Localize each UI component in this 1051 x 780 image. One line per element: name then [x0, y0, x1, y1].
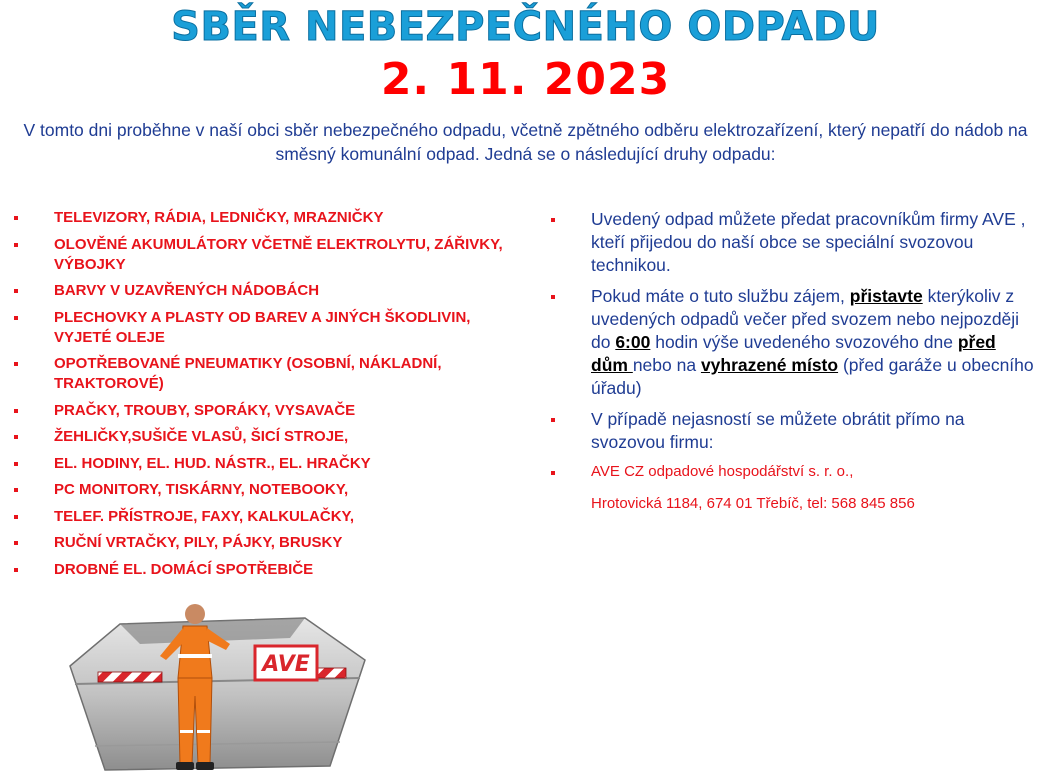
collection-date: 2. 11. 2023	[380, 54, 671, 105]
waste-item: PC MONITORY, TISKÁRNY, NOTEBOOKY,	[10, 480, 510, 500]
bullet-icon	[14, 568, 18, 572]
info-list	[545, 208, 1035, 522]
info-item-handover: Uvedený odpad můžete předat pracovníkům firmy AVE , kteří přijedou do naší obce se speciální svozovou technikou.	[545, 208, 1035, 277]
bullet-icon	[551, 218, 555, 222]
bullet-icon	[14, 243, 18, 247]
waste-item: EL. HODINY, EL. HUD. NÁSTR., EL. HRAČKY	[10, 454, 510, 474]
info-item-instructions: Pokud máte o tuto službu zájem, přistavte kterýkoliv z uvedených odpadů večer před svozem nebo nejpozději do 6:00 hodin výše uvedeného svozového dne před dům nebo na vyhrazené místo (před garáže u obecního úřadu)	[545, 285, 1035, 400]
bullet-icon	[551, 418, 555, 422]
company-name: AVE CZ odpadové hospodářství s. r. o.,	[545, 462, 1035, 482]
intro-paragraph: V tomto dni proběhne v naší obci sběr nebezpečného odpadu, včetně zpětného odběru elektrozařízení, který nepatří do nádob na směsný komunální odpad. Jedná se o následující druhy odpadu:	[23, 120, 1028, 164]
bullet-icon	[14, 462, 18, 466]
waste-item: ŽEHLIČKY,SUŠIČE VLASŮ, ŠICÍ STROJE,	[10, 427, 510, 447]
waste-item: BARVY V UZAVŘENÝCH NÁDOBÁCH	[10, 281, 510, 301]
emphasis-time: 6:00	[615, 332, 651, 352]
bullet-icon	[551, 471, 555, 475]
bullet-icon	[14, 488, 18, 492]
info-item-contact: V případě nejasností se můžete obrátit přímo na svozovou firmu:	[545, 408, 1035, 454]
ave-logo: AVE	[262, 652, 310, 677]
bullet-icon	[14, 362, 18, 366]
bullet-icon	[551, 295, 555, 299]
waste-item: PLECHOVKY A PLASTY OD BAREV A JINÝCH ŠKODLIVIN, VYJETÉ OLEJE	[10, 308, 510, 348]
bullet-icon	[14, 435, 18, 439]
bullet-icon	[14, 316, 18, 320]
waste-container-illustration	[60, 596, 380, 780]
waste-item: OPOTŘEBOVANÉ PNEUMATIKY (OSOBNÍ, NÁKLADNÍ, TRAKTOROVÉ)	[10, 354, 510, 394]
emphasis-reserved-place: vyhrazené místo	[700, 355, 839, 375]
waste-item: OLOVĚNÉ AKUMULÁTORY VČETNĚ ELEKTROLYTU, ZÁŘIVKY, VÝBOJKY	[10, 235, 510, 275]
page-title: SBĚR NEBEZPEČNÉHO ODPADU	[171, 4, 880, 50]
bullet-icon	[14, 289, 18, 293]
waste-item: RUČNÍ VRTAČKY, PILY, PÁJKY, BRUSKY	[10, 533, 510, 553]
waste-item: TELEVIZORY, RÁDIA, LEDNIČKY, MRAZNIČKY	[10, 208, 510, 228]
waste-item: DROBNÉ EL. DOMÁCÍ SPOTŘEBIČE	[10, 560, 510, 580]
emphasis-front-of-house: před dům	[591, 332, 996, 375]
bullet-icon	[14, 216, 18, 220]
waste-item: PRAČKY, TROUBY, SPORÁKY, VYSAVAČE	[10, 401, 510, 421]
bullet-icon	[14, 409, 18, 413]
bullet-icon	[14, 541, 18, 545]
emphasis-place-out: přistavte	[849, 286, 923, 306]
company-address: Hrotovická 1184, 674 01 Třebíč, tel: 568 845 856	[591, 495, 915, 512]
waste-list	[10, 208, 510, 586]
waste-item: TELEF. PŘÍSTROJE, FAXY, KALKULAČKY,	[10, 507, 510, 527]
bullet-icon	[14, 515, 18, 519]
